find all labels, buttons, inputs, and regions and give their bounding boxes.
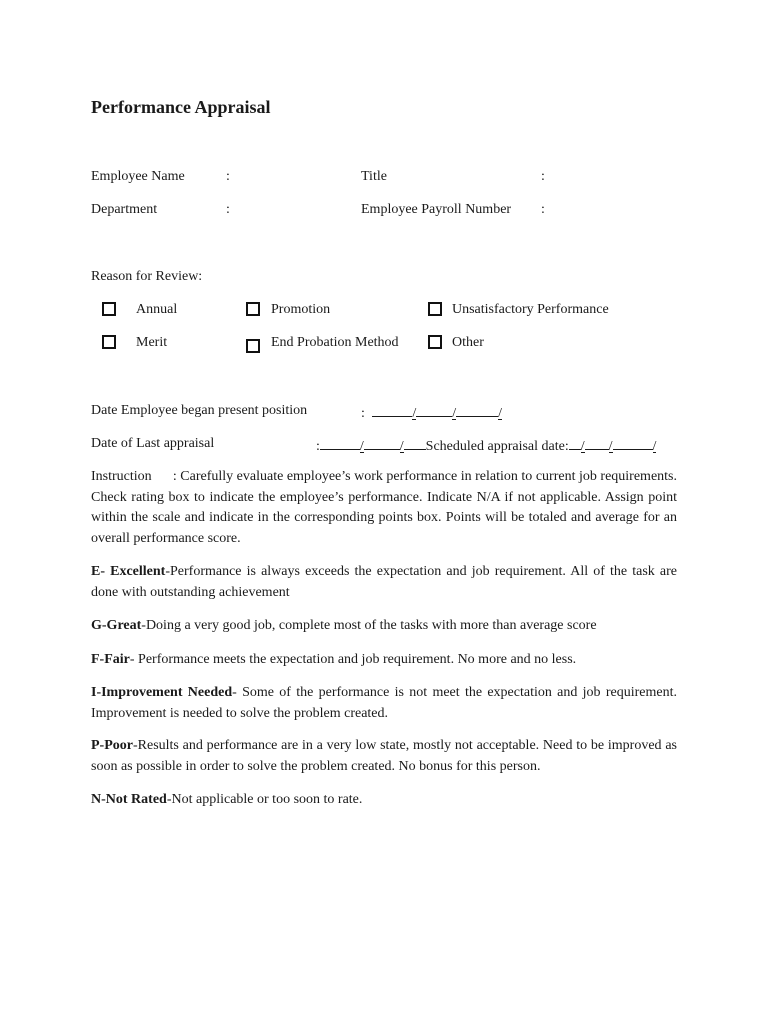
- rating-desc: -Doing a very good job, complete most of the tasks with more than average score: [141, 618, 597, 633]
- end-probation-label: End Probation Method: [271, 335, 399, 350]
- title-colon: :: [541, 169, 545, 184]
- employee-name-label: Employee Name: [91, 169, 185, 184]
- unsatisfactory-checkbox[interactable]: [428, 302, 442, 316]
- rating-term: P-Poor: [91, 738, 133, 753]
- rating-term: N-Not Rated: [91, 792, 167, 807]
- date-last-sep-1: /: [359, 439, 364, 454]
- rating-term: G-Great: [91, 618, 142, 633]
- date-last-colon: :: [316, 439, 320, 454]
- rating-desc: - Some of the performance is not meet the expectation and job requirement. Improvement is needed to solve the problem created.: [91, 685, 677, 721]
- scheduled-sep-1: /: [580, 439, 585, 454]
- rating-not-rated: [91, 790, 677, 811]
- rating-term: F-Fair: [91, 652, 130, 667]
- merit-checkbox[interactable]: [102, 335, 116, 349]
- rating-desc: -Results and performance are in a very low state, mostly not acceptable. Need to be improved as soon as possible in order to solve the problem created. No bonus for this person.: [91, 738, 677, 774]
- title-label: Title: [361, 169, 387, 184]
- date-began-sep-2: /: [452, 406, 457, 421]
- page-title: Performance Appraisal: [91, 97, 271, 117]
- rating-fair: [91, 650, 677, 671]
- date-began-sep-1: /: [412, 406, 417, 421]
- department-colon: :: [226, 202, 230, 217]
- scheduled-sep-2: /: [608, 439, 613, 454]
- annual-label: Annual: [136, 302, 178, 317]
- date-last-field[interactable]: [316, 435, 656, 456]
- end-probation-checkbox[interactable]: [246, 339, 260, 353]
- rating-desc: -Not applicable or too soon to rate.: [166, 792, 363, 807]
- instruction-text: : Carefully evaluate employee’s work performance in relation to current job requirements. Check rating box to indicate the employee’s performance. Indicate N/A if not applicable. Assign point within the scale and indicate in the corresponding points box. Points will be totaled and average for an overall performance score.: [91, 469, 677, 546]
- merit-label: Merit: [136, 335, 168, 350]
- rating-great: [91, 616, 677, 637]
- reason-label: Reason for Review:: [91, 269, 203, 284]
- scheduled-sep-3: /: [652, 439, 657, 454]
- promotion-checkbox[interactable]: [246, 302, 260, 316]
- department-label: Department: [91, 202, 158, 217]
- other-checkbox[interactable]: [428, 335, 442, 349]
- date-began-field[interactable]: [361, 402, 502, 423]
- rating-term: E- Excellent: [91, 564, 166, 579]
- employee-name-colon: :: [226, 169, 230, 184]
- rating-improvement-needed: [91, 683, 677, 724]
- rating-desc: -Performance is always exceeds the expectation and job requirement. All of the task are done with outstanding achievement: [91, 564, 677, 600]
- rating-term: I-Improvement Needed: [91, 685, 233, 700]
- date-last-sep-2: /: [399, 439, 404, 454]
- rating-poor: [91, 736, 677, 777]
- date-began-colon: :: [361, 406, 365, 421]
- payroll-number-colon: :: [541, 202, 545, 217]
- rating-desc: - Performance meets the expectation and job requirement. No more and no less.: [129, 652, 577, 667]
- date-began-label: Date Employee began present position: [91, 403, 308, 418]
- unsatisfactory-label: Unsatisfactory Performance: [452, 302, 609, 317]
- annual-checkbox[interactable]: [102, 302, 116, 316]
- promotion-label: Promotion: [271, 302, 331, 317]
- instruction-label: Instruction: [91, 469, 152, 484]
- payroll-number-label: Employee Payroll Number: [361, 202, 512, 217]
- instruction-paragraph: [91, 467, 677, 549]
- rating-excellent: [91, 562, 677, 603]
- scheduled-label: Scheduled appraisal date:: [425, 439, 569, 454]
- date-last-label: Date of Last appraisal: [91, 436, 215, 451]
- date-began-sep-3: /: [498, 406, 503, 421]
- other-label: Other: [452, 335, 484, 350]
